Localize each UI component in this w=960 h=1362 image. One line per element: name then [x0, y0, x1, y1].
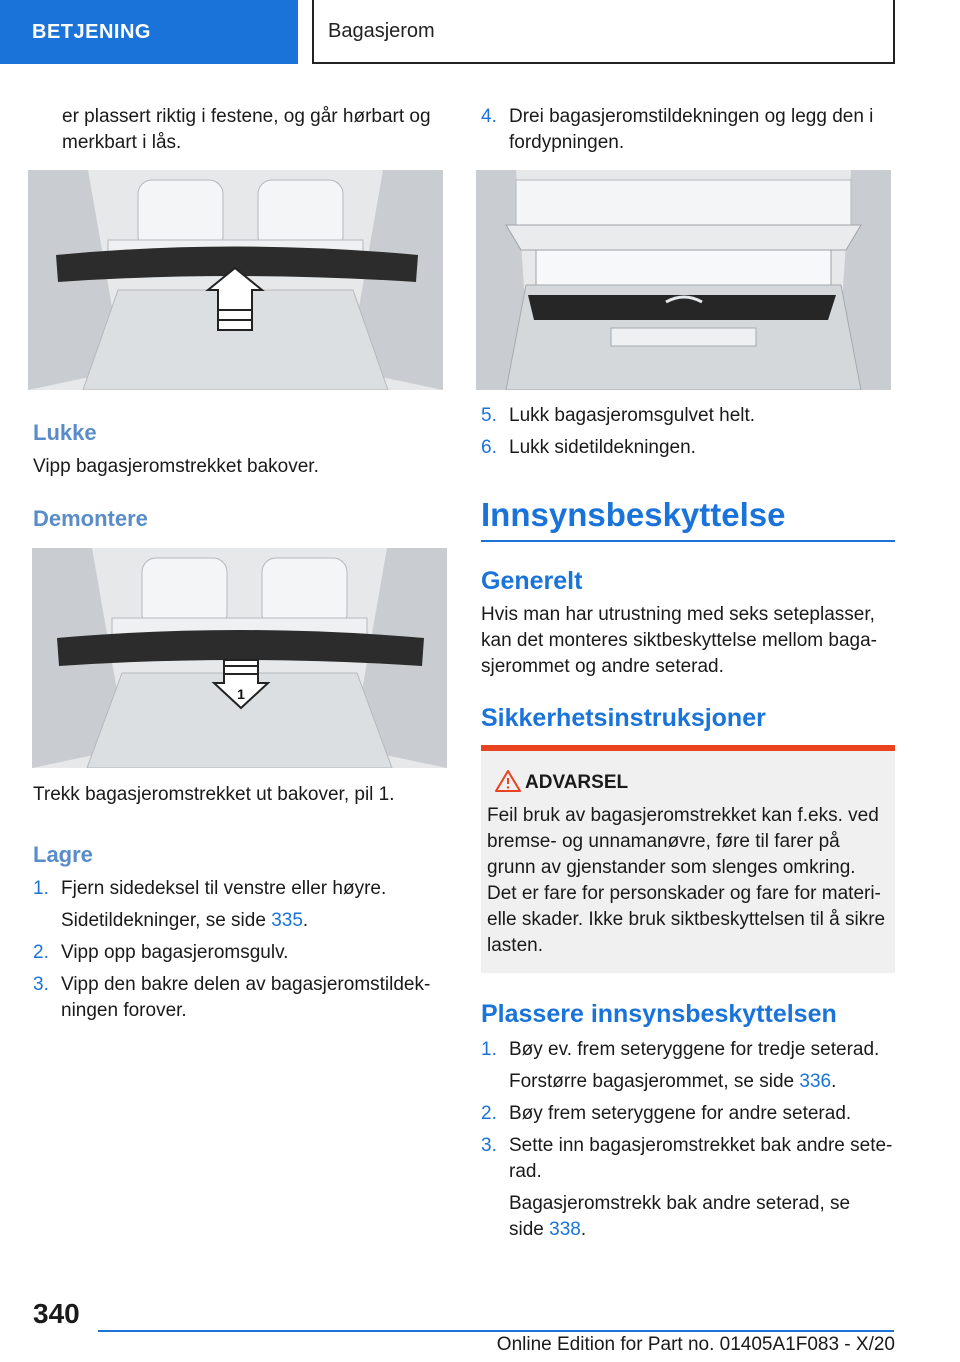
- reference-text: Sidetildekninger, se side: [61, 910, 272, 931]
- page-link-338[interactable]: 338: [549, 1219, 581, 1240]
- step-number: 2.: [33, 942, 49, 963]
- list-item: [481, 104, 891, 156]
- step-number: 2.: [481, 1103, 497, 1124]
- warning-box: [481, 751, 895, 973]
- list-item: [33, 972, 443, 1024]
- step-text: Drei bagasjeromstildekningen og legg den i fordypningen.: [509, 106, 874, 153]
- list-item: [33, 940, 443, 966]
- reference-suffix: .: [831, 1071, 837, 1092]
- arrow-1-label: 1: [237, 686, 245, 702]
- list-item: [481, 403, 891, 429]
- warning-label: ADVARSEL: [525, 772, 629, 793]
- list-item: [481, 435, 891, 461]
- chapter-title: Bagasjerom: [312, 0, 895, 64]
- cargo-cover-remove-figure: [32, 548, 447, 768]
- step-number: 5.: [481, 405, 497, 426]
- step-text: Bøy frem seteryggene for andre seterad.: [509, 1103, 852, 1124]
- lukke-heading: Lukke: [33, 420, 97, 445]
- reference-suffix: .: [302, 910, 309, 931]
- step-number: 3.: [481, 1135, 497, 1156]
- reference-text: Forstørre bagasjerommet, se side: [509, 1071, 800, 1092]
- warning-text: Feil bruk av bagasjeromstrekket kan f.eks. ved bremse- og unnamanøvre, føre til farer på grunn av gjenstander som slenges omkring. Det er fare for personskader og fare for materi-elle skader. Ikke bruk siktbeskyttelsen til å sikre lasten.: [487, 805, 886, 956]
- page-link-336[interactable]: 336: [799, 1071, 832, 1092]
- step-text: Lukk sidetildekningen.: [509, 437, 696, 458]
- list-item: [481, 1133, 895, 1185]
- lukke-text: Vipp bagasjeromstrekket bakover.: [33, 456, 319, 477]
- cargo-cover-stowed-figure: [476, 170, 891, 390]
- footer-rule: [98, 1330, 894, 1332]
- step-text: Lukk bagasjeromsgulvet helt.: [509, 405, 756, 426]
- sidetildekninger-reference: [61, 908, 446, 934]
- step-number: 3.: [33, 974, 49, 995]
- step-number: 1.: [481, 1039, 497, 1060]
- plassere-heading: Plassere innsynsbeskyttelsen: [481, 1000, 837, 1028]
- bagasjeromstrekk-reference: [509, 1191, 869, 1243]
- demontere-text: Trekk bagasjeromstrekket ut bakover, pil 1.: [33, 784, 395, 805]
- section-title: Innsynsbeskyttelse: [481, 496, 786, 533]
- step-number: 1.: [33, 878, 49, 899]
- lagre-heading: Lagre: [33, 842, 93, 867]
- title-divider: [481, 540, 895, 542]
- step-number: 4.: [481, 106, 497, 127]
- generelt-heading: Generelt: [481, 567, 583, 595]
- intro-text: er plassert riktig i festene, og går hørbart og merkbart i lås.: [62, 106, 431, 153]
- demontere-heading: Demontere: [33, 506, 148, 531]
- list-item: [33, 876, 443, 902]
- page-link-335[interactable]: 335: [271, 910, 303, 931]
- forstorre-reference: [509, 1069, 894, 1095]
- section-tab: BETJENING: [0, 0, 298, 64]
- warning-icon: [495, 770, 521, 792]
- list-item: [481, 1101, 895, 1127]
- step-text: Vipp opp bagasjeromsgulv.: [61, 942, 289, 963]
- step-number: 6.: [481, 437, 497, 458]
- step-text: Sette inn bagasjeromstrekket bak andre sete-rad.: [509, 1135, 893, 1182]
- list-item: [481, 1037, 895, 1063]
- sikkerhet-heading: Sikkerhetsinstruksjoner: [481, 704, 766, 732]
- reference-suffix: .: [580, 1219, 587, 1240]
- step-text: Bøy ev. frem seteryggene for tredje seterad.: [509, 1039, 880, 1060]
- step-text: Vipp den bakre delen av bagasjeromstildek-ningen forover.: [61, 974, 431, 1021]
- step-text: Fjern sidedeksel til venstre eller høyre.: [61, 878, 387, 899]
- reference-text: Bagasjeromstrekk bak andre seterad, se side: [509, 1193, 851, 1240]
- page-number: 340: [33, 1298, 80, 1329]
- generelt-text: Hvis man har utrustning med seks seteplasser, kan det monteres siktbeskyttelse mellom baga-sjerommet og andre seterad.: [481, 604, 878, 677]
- cargo-cover-closed-figure: [28, 170, 443, 390]
- edition-info: Online Edition for Part no. 01405A1F083 - X/20: [496, 1334, 895, 1355]
